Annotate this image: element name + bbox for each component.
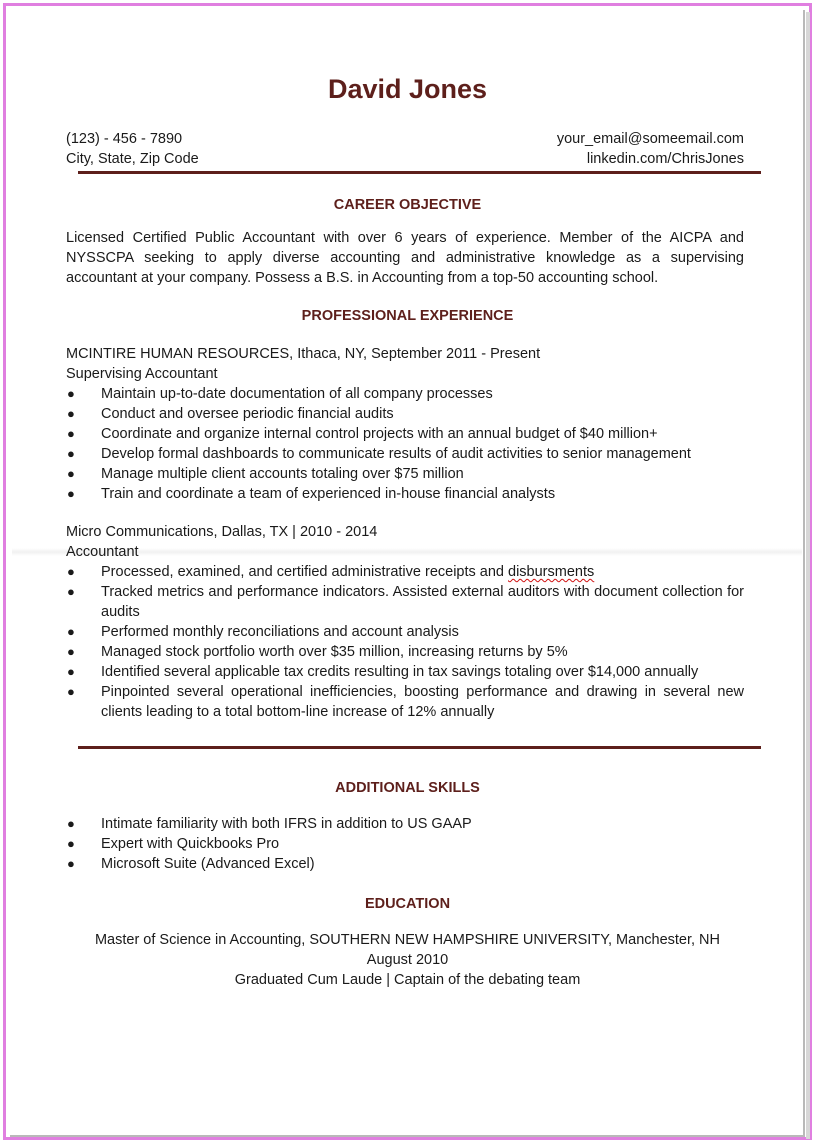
- bullet-icon: ●: [67, 664, 75, 679]
- bullet-icon: ●: [67, 446, 75, 461]
- job-details: , Ithaca, NY, September 2011 - Present: [289, 346, 541, 362]
- experience-divider: [78, 746, 761, 749]
- linkedin-url: linkedin.com/ChrisJones: [586, 151, 744, 167]
- job-company-line: [66, 344, 540, 364]
- job-header: [66, 522, 377, 562]
- list-item: ● Processed, examined, and certified administrative receipts and disbursments: [67, 564, 595, 580]
- education-date: August 2010: [366, 952, 449, 968]
- candidate-name: David Jones: [327, 74, 488, 104]
- list-item: ● Microsoft Suite (Advanced Excel): [67, 856, 315, 872]
- list-item: ● Train and coordinate a team of experienced in-house financial analysts: [67, 486, 556, 502]
- experience-heading: PROFESSIONAL EXPERIENCE: [301, 308, 514, 324]
- location: City, State, Zip Code: [66, 151, 199, 167]
- job-header: [66, 344, 540, 384]
- contact-left: [66, 129, 199, 169]
- list-item: ● Managed stock portfolio worth over $35 million, increasing returns by 5%: [67, 644, 568, 660]
- job-company: MCINTIRE HUMAN RESOURCES: [66, 346, 290, 362]
- skills-list: [66, 814, 744, 874]
- bullet-icon: ●: [67, 836, 75, 851]
- bullet-icon: ●: [67, 486, 75, 501]
- bullet-icon: ●: [67, 816, 75, 831]
- list-item: ● Pinpointed several operational inefficiencies, boosting performance and drawing in several new clients leading to a total bottom-line increase of 12% annually: [67, 684, 744, 720]
- job-company: Micro Communications: [66, 524, 214, 540]
- job-bullets: [66, 384, 744, 504]
- bullet-icon: ●: [67, 624, 75, 639]
- job-company-line: [66, 522, 377, 542]
- list-item: ● Tracked metrics and performance indicators. Assisted external auditors with document collection for audits: [67, 584, 744, 620]
- list-item: ● Develop formal dashboards to communicate results of audit activities to senior management: [67, 446, 691, 462]
- header-divider: [78, 171, 761, 174]
- education-degree: Master of Science in Accounting, SOUTHERN NEW HAMPSHIRE UNIVERSITY, Manchester, NH: [94, 932, 721, 948]
- bullet-icon: ●: [67, 564, 75, 579]
- career-objective-heading: CAREER OBJECTIVE: [333, 197, 482, 213]
- bullet-icon: ●: [67, 856, 75, 871]
- bullet-icon: ●: [67, 684, 75, 699]
- bullet-icon: ●: [67, 426, 75, 441]
- career-objective-text: Licensed Certified Public Accountant with over 6 years of experience. Member of the AICPA and NYSSCPA seeking to apply diverse accounting and administrative knowledge as a supervising accountant at your company. Possess a B.S. in Accounting from a top-50 accounting school.: [66, 230, 744, 286]
- list-item: ● Maintain up-to-date documentation of all company processes: [67, 386, 493, 402]
- bullet-icon: ●: [67, 466, 75, 481]
- list-item: ● Intimate familiarity with both IFRS in addition to US GAAP: [67, 816, 472, 832]
- list-item: ● Conduct and oversee periodic financial audits: [67, 406, 394, 422]
- bullet-icon: ●: [67, 406, 75, 421]
- list-item: ● Expert with Quickbooks Pro: [67, 836, 280, 852]
- education-honors: Graduated Cum Laude | Captain of the debating team: [234, 972, 581, 988]
- education-block: [0, 930, 815, 990]
- job-role: Supervising Accountant: [66, 366, 218, 382]
- education-heading: EDUCATION: [364, 896, 451, 912]
- list-item: ● Manage multiple client accounts totaling over $75 million: [67, 466, 464, 482]
- job-role: Accountant: [66, 544, 139, 560]
- skills-heading: ADDITIONAL SKILLS: [335, 780, 480, 796]
- misspelled-word: disbursments: [508, 564, 595, 580]
- contact-right: [557, 129, 744, 169]
- bullet-icon: ●: [67, 386, 75, 401]
- bullet-icon: ●: [67, 644, 75, 659]
- phone-number: (123) - 456 - 7890: [66, 131, 183, 147]
- list-item: ● Identified several applicable tax credits resulting in tax savings totaling over $14,000 annually: [67, 664, 699, 680]
- job-bullets: [66, 562, 744, 722]
- list-item: ● Performed monthly reconciliations and account analysis: [67, 624, 459, 640]
- bullet-icon: ●: [67, 584, 75, 599]
- list-item: ● Coordinate and organize internal control projects with an annual budget of $40 million+: [67, 426, 658, 442]
- job-details: , Dallas, TX | 2010 - 2014: [213, 524, 378, 540]
- email-address: your_email@someemail.com: [556, 131, 744, 147]
